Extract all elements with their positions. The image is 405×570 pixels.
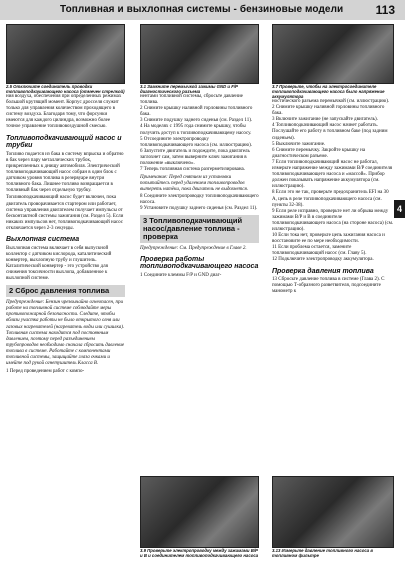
subheading: Выхлопная система (6, 235, 80, 243)
list-item: 11 Если проблема остается, замените топливоподкачивающий насос (см. Главу 5). (272, 245, 367, 257)
paragraph: 1 Перед проведением работ с компо- (6, 369, 85, 375)
subheading: Топливоподкачивающий насос и трубки (6, 134, 122, 150)
figure-caption: 3.7 Проверьте, чтобы на электросоединителе топливоподкачивающего насоса было напряжение аккумулятора (272, 84, 385, 99)
page-header (0, 0, 405, 20)
section-heading: 2 Сброс давления топлива (6, 285, 125, 297)
list-item: 3 Снимите подушку заднего сиденья (см. Раздел 11). (140, 118, 253, 124)
subheading: Проверка давления топлива (272, 267, 374, 275)
photo-fuel-pump-connector (6, 24, 125, 84)
list-item: 2 Снимите крышку наливной горловины топливного бака. (272, 105, 385, 117)
list-item: 12 Подключите электропроводку аккумулятора. (272, 257, 374, 263)
paragraph: Топливоподкачивающий насос будет включен, пока двигатель проворачивается стартером или работает, система управления двигателем получает импульсы от бесконтактной системы зажигания (см. Раздел 5). Если никаких импульсов нет, топливоподкачивающий насос отключается через 2-3 секунды. (6, 195, 124, 231)
list-item: 9 Установите подушку заднего сиденья (см. Раздел 11). (140, 205, 258, 211)
list-item: 6 Снимите перемычку. Закройте крышку на диагностическом разъеме. (272, 147, 366, 159)
subheading: Проверка работы топливоподкачивающего насоса (140, 255, 259, 271)
warning-text: Предупреждение: Бензин чрезвычайно огнеопасен, при работе на топливной системе соблюдайте меры противопожарной безопасности. Следите, чтобы вблизи участка работы не было открытого огня или газовых нагревателей (нагреватель воды или сушилка). Топливная система находится под постоянным давлением, поэтому перед разъединением трубопроводов необходимо сначала сбросить давление топлива в системе. Работайте с компонентами топливной системы, защищайте глаза очками и имейте под рукой огнетушитель Класса B. (6, 300, 125, 367)
list-item: 3 Включите зажигание (не запускайте двигатель). (272, 117, 378, 123)
figure-caption: 3.13 Измерьте давление топливного насоса в топливном фильтре (272, 548, 373, 558)
list-item: 7 Если топливоподкачивающий насос не работал, измерьте напряжение между зажимами B/P соединителя топливоподкачивающего насоса и «массой». Прибор должен показывать напряжение аккумулятора (см. иллюстрацию). (272, 159, 393, 190)
list-item: 6 Запустите двигатель и подождите, пока двигатель заглохнет сам, затем выверните ключ зажигания в положение «выключено». (140, 148, 250, 167)
list-item: 10 Если тока нет, проверьте цепь зажигания насоса и восстановите ее по мере необходимости. (272, 233, 385, 245)
photo-voltage-check (272, 24, 394, 84)
list-item: 5 Отсоедините электропроводку топливоподкачивающего насоса (см. иллюстрацию). (140, 136, 253, 148)
column-2-bottom-figure (140, 476, 259, 558)
chapter-tab: 4 (394, 200, 405, 218)
photo-wiring-check (140, 476, 259, 548)
list-item: 8 Соедините электропроводку топливоподкачивающего насоса. (140, 193, 259, 205)
list-item: 4 На моделях с 1995 года снимите крышку, чтобы получить доступ к топливоподкачивающему насосу. (140, 124, 252, 136)
section-heading: 3 Топливоподкачивающий насос/давление топлива - проверка (140, 215, 259, 243)
paragraph: Выхлопная система включает в себя выпускной коллектор с датчиком кислорода, каталитический конвертер, выхлопную трубу и глушитель. (6, 245, 112, 263)
warning-text: Предупреждение: См. Предупреждение в Главе 2. (140, 245, 247, 251)
paragraph: 13 Сбросьте давление топлива в системе (Глава 2). С помощью Т-образного разветвителя, подсоедините манометр к (272, 277, 385, 295)
figure-caption: 3.9 Проверьте электропроводку между зажимами B/P и B и соединителем топливоподкачивающего насоса (140, 548, 259, 558)
column-2 (140, 24, 259, 279)
column-1 (6, 24, 125, 375)
note-text: Примечание: Перед снятием из установки попытайтесь перед удалением топливопроводов вытереть натёки, пока двигатель не выдохнется. (140, 175, 249, 193)
column-3 (272, 24, 394, 295)
page-title: Топливная и выхлопная системы - бензиновые модели (60, 4, 344, 15)
list-item: 7 Теперь топливная система разгерметизирована. (140, 167, 246, 173)
list-item: 4 Топливоподкачивающий насос начнет работать. Послушайте его работу в топливном баке (под задним сиденьем). (272, 123, 388, 141)
paragraph: 1 Соедините клеммы F/P и GND диаг- (140, 273, 222, 279)
paragraph: нентами топливной системы, сбросьте давление топлива. (140, 94, 243, 106)
list-item: 8 Если это не так, проверьте предохранитель EFI на 30 А, цепь в реле топливоподкачивающего насоса (см. пункты 32-38). (272, 190, 389, 208)
paragraph: Топливо подается из бака в систему впрыска и обратно в бак через пару металлических трубок, прикрепленных к днищу автомобиля. Электрический топливоподкачивающий насос собран в один блок с датчиком уровня топлива в резервуаре внутри топливного бака. Лишнее топливо возвращается в топливный бак через отдельную трубку. (6, 151, 124, 194)
paragraph: Каталитический конвертер - это устройство для снижения токсичности выхлопа, добавленное к выхлопной системе. (6, 263, 108, 282)
column-3-bottom-figure (272, 476, 394, 558)
list-item: 9 Если реле исправно, проверьте нет ли обрыва между зажимами B/P и B в соединителе топливоподкачивающего насоса (на стороне насоса) (см. иллюстрацию). (272, 208, 394, 232)
photo-pressure-gauge (272, 476, 394, 548)
list-item: 5 Выключите зажигание. (272, 141, 326, 147)
paragraph: ния воздуха, обеспечения при определенных режимах большой крутящий момент. Корпус дросселя служит только для управления количеством проходящего в систему воздуха. Благодаря тому, что форсунки имеются для каждого цилиндра, возможно более точное управление топливовоздушной смесью. (6, 94, 122, 130)
list-item: 2 Снимите крышку наливной горловины топливного бака. (140, 106, 253, 118)
figure-caption: 3.1 Замкните перемычкой зажимы GND и F/P диагностического разъема (140, 84, 238, 94)
page-number: 113 (375, 3, 395, 17)
photo-diagnostic-connector (140, 24, 259, 84)
figure-caption: 2.5 Отключите соединитель проводки топливоподкачивающего насоса (отмечен стрелкой) (6, 84, 125, 94)
paragraph: ностического разъема перемычкой (см. иллюстрацию). (272, 99, 390, 104)
